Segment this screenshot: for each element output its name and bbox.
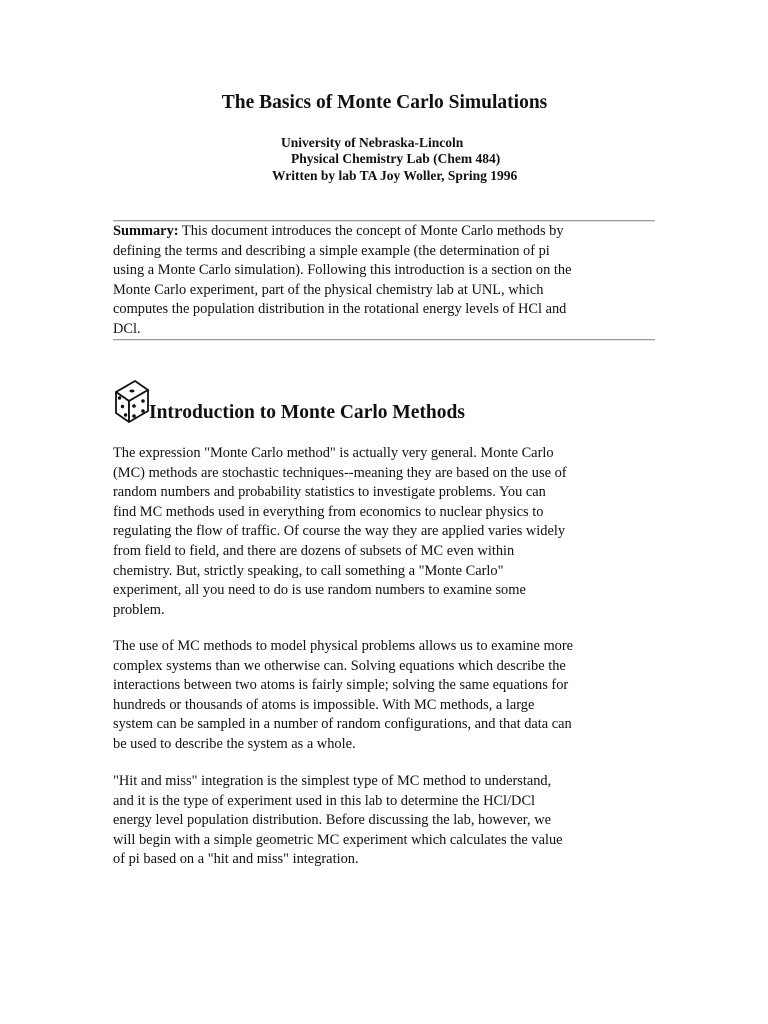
summary-line: Monte Carlo experiment, part of the physical chemistry lab at UNL, which: [113, 281, 544, 298]
paragraph-line: random numbers and probability statistics to investigate problems. You can: [113, 484, 546, 501]
paragraph-line: hundreds or thousands of atoms is impossible. With MC methods, a large: [113, 696, 535, 713]
byline-course: Physical Chemistry Lab (Chem 484): [291, 151, 501, 166]
dice-icon: [113, 375, 151, 425]
summary-label: Summary:: [113, 223, 179, 239]
paragraph-line: The expression "Monte Carlo method" is actually very general. Monte Carlo: [113, 445, 554, 461]
summary-paragraph: [113, 222, 656, 340]
summary-line: DCl.: [113, 320, 141, 337]
paragraph-line: from field to field, and there are dozens of subsets of MC even within: [113, 542, 515, 559]
paragraph-line: The use of MC methods to model physical problems allows us to examine more: [113, 638, 574, 654]
summary-text: This document introduces the concept of Monte Carlo methods by: [178, 223, 564, 239]
paragraph-line: problem.: [113, 601, 165, 618]
byline-university: University of Nebraska-Lincoln: [281, 135, 464, 150]
paragraph-line: will begin with a simple geometric MC experiment which calculates the value: [113, 831, 563, 848]
paragraph-line: "Hit and miss" integration is the simplest type of MC method to understand,: [113, 773, 552, 789]
paragraph-line: of pi based on a "hit and miss" integration.: [113, 851, 359, 868]
body-paragraph: [113, 772, 656, 870]
paragraph-line: interactions between two atoms is fairly simple; solving the same equations for: [113, 677, 569, 694]
summary-line: defining the terms and describing a simple example (the determination of pi: [113, 242, 550, 259]
paragraph-line: be used to describe the system as a whole.: [113, 735, 356, 752]
paragraph-line: experiment, all you need to do is use random numbers to examine some: [113, 582, 526, 599]
summary-bottom-rule: [113, 339, 655, 341]
paragraph-line: (MC) methods are stochastic techniques--meaning they are based on the use of: [113, 464, 567, 481]
body-paragraph: [113, 444, 656, 620]
summary-line: using a Monte Carlo simulation). Following this introduction is a section on the: [113, 262, 572, 279]
section-heading: Introduction to Monte Carlo Methods: [149, 402, 465, 423]
paragraph-line: chemistry. But, strictly speaking, to call something a "Monte Carlo": [113, 562, 504, 579]
body-paragraph: [113, 637, 656, 755]
paragraph-line: energy level population distribution. Before discussing the lab, however, we: [113, 812, 551, 829]
document-title: The Basics of Monte Carlo Simulations: [221, 92, 548, 113]
byline-author: Written by lab TA Joy Woller, Spring 1996: [272, 168, 518, 183]
summary-line: [113, 222, 656, 242]
summary-line: computes the population distribution in the rotational energy levels of HCl and: [113, 301, 567, 318]
paragraph-line: complex systems than we otherwise can. Solving equations which describe the: [113, 657, 566, 674]
paragraph-line: system can be sampled in a number of random configurations, and that data can: [113, 716, 572, 733]
paragraph-line: regulating the flow of traffic. Of course the way they are applied varies widely: [113, 523, 566, 540]
paragraph-line: find MC methods used in everything from economics to nuclear physics to: [113, 503, 544, 520]
paragraph-line: and it is the type of experiment used in this lab to determine the HCl/DCl: [113, 792, 536, 809]
